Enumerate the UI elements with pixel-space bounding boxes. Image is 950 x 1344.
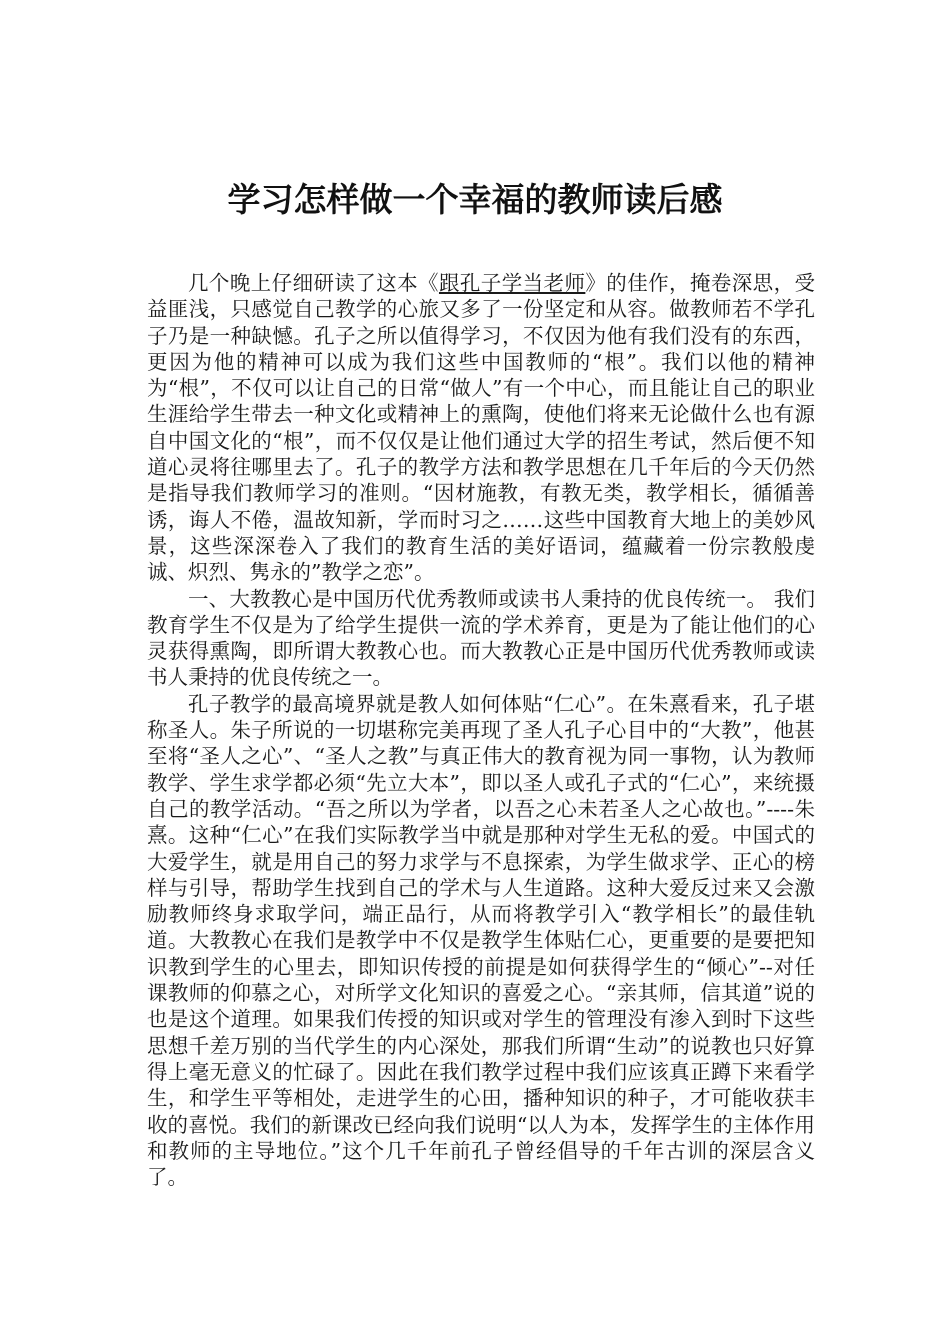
paragraph-section-one: 一、大教教心是中国历代优秀教师或读书人秉持的优良传统一。 我们教育学生不仅是为了给学生提供一流的学术养育，更是为了能让他们的心灵获得熏陶，即所谓大教教心也。而大教教心正是中国历代优秀教师或读书人秉持的优良传统之一。 — [147, 586, 815, 690]
paragraph-confucius-teaching: 孔子教学的最高境界就是教人如何体贴“仁心”。在朱熹看来，孔子堪称圣人。朱子所说的一切堪称完美再现了圣人孔子心目中的“大教”，他甚至将“圣人之心”、“圣人之教”与真正伟大的教育视为同一事物，认为教师教学、学生求学都必须“先立大本”，即以圣人或孔子式的“仁心”，来统摄自己的教学活动。“吾之所以为学者，以吾之心未若圣人之心故也。”----朱熹。这种“仁心”在我们实际教学当中就是那种对学生无私的爱。中国式的大爱学生，就是用自己的努力求学与不息探索，为学生做求学、正心的榜样与引导，帮助学生找到自己的学术与人生道路。这种大爱反过来又会激励教师终身求取学问，端正品行，从而将教学引入“教学相长”的最佳轨道。大教教心在我们是教学中不仅是教学生体贴仁心，更重要的是要把知识教到学生的心里去，即知识传授的前提是如何获得学生的“倾心”--对任课教师的仰慕之心，对所学文化知识的喜爱之心。“亲其师，信其道”说的也是这个道理。如果我们传授的知识或对学生的管理没有渗入到时下这些思想千差万别的当代学生的内心深处，那我们所谓“生动”的说教也只好算得上毫无意义的忙碌了。因此在我们教学过程中我们应该真正蹲下来看学生，和学生平等相处，走进学生的心田，播种知识的种子，才可能收获丰收的喜悦。我们的新课改已经向我们说明“以人为本，发挥学生的主体作用和教师的主导地位。”这个几千年前孔子曾经倡导的千年古训的深层含义了。 — [147, 691, 815, 1190]
paragraph-intro-lead: 几个晚上仔细研读了这本《 — [188, 271, 439, 295]
paragraph-intro-rest: 》的佳作，掩卷深思，受益匪浅，只感觉自己教学的心旅又多了一份坚定和从容。做教师若不学孔子乃是一种缺憾。孔子之所以值得学习，不仅因为他有我们没有的东西，更因为他的精神可以成为我们这些中国教师的“根”。我们以他的精神为“根”，不仅可以让自己的日常“做人”有一个中心，而且能让自己的职业生涯给学生带去一种文化或精神上的熏陶，使他们将来无论做什么也有源自中国文化的“根”，而不仅仅是让他们通过大学的招生考试，然后便不知道心灵将往哪里去了。孔子的教学方法和教学思想在几千年后的今天仍然是指导我们教师学习的准则。“因材施教，有教无类，教学相长，循循善诱，诲人不倦，温故知新，学而时习之……这些中国教育大地上的美妙风景，这些深深卷入了我们的教育生活的美好语词，蕴藏着一份宗教般虔诚、炽烈、隽永的”教学之恋”。 — [147, 271, 816, 585]
paragraph-intro — [147, 270, 815, 586]
document-body — [147, 270, 815, 1190]
document-title: 学习怎样做一个幸福的教师读后感 — [227, 180, 723, 219]
book-title-link[interactable]: 跟孔子学当老师 — [438, 271, 586, 295]
